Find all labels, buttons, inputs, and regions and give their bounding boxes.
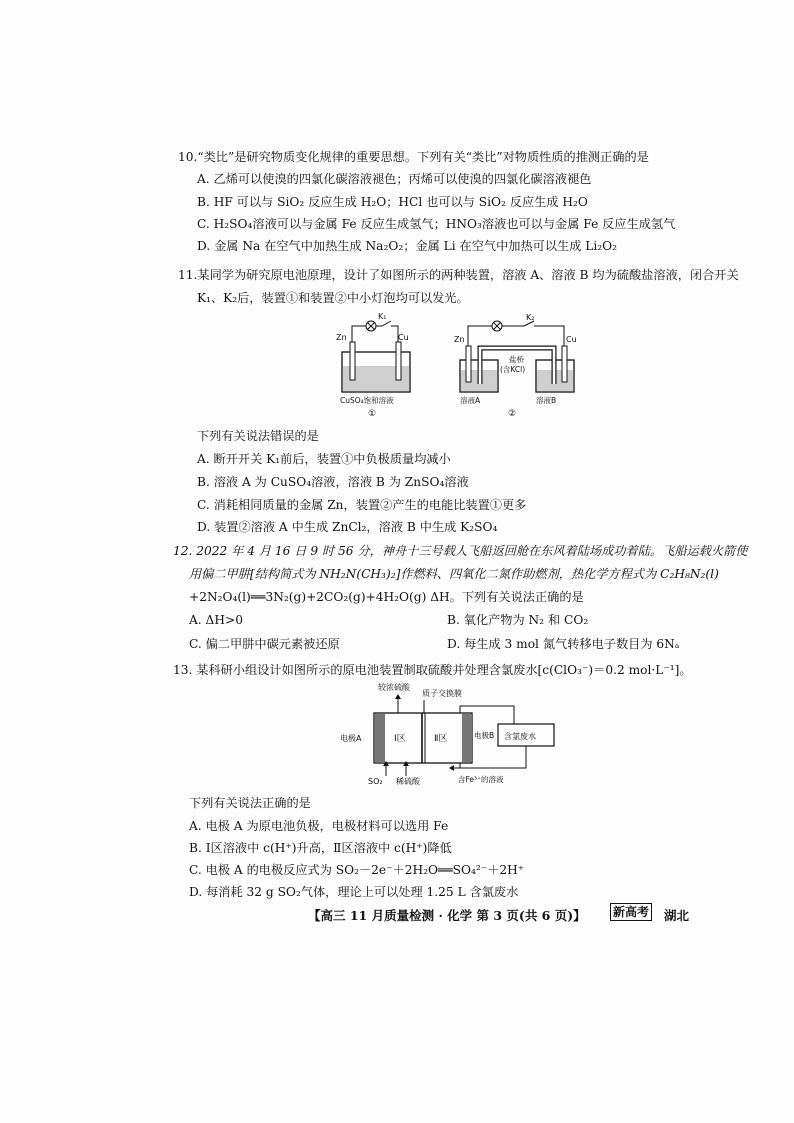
waste-water-label: 含氯废水 [504, 732, 536, 741]
zn-label-2: Zn [454, 335, 465, 344]
electrode-a-label: 电极A [340, 734, 362, 743]
electrolytic-cell [374, 713, 472, 763]
q12-line1: 12. 2022 年 4 月 16 日 9 时 56 分，神舟十三号载人飞船返回舱在东风着陆场成功着陆。飞船运载火箭使 [173, 544, 748, 558]
fe-solution-label: 含Fe³⁺的溶液 [458, 775, 504, 784]
electrode-b [462, 714, 472, 762]
q12-option-d: D. 每生成 3 mol 氮气转移电子数目为 6Nₐ [447, 637, 680, 651]
device-2-number: ② [508, 409, 517, 419]
q11-option-d: D. 装置②溶液 A 中生成 ZnCl₂，溶液 B 中生成 K₂SO₄ [197, 520, 498, 534]
q12-line3: +2N₂O₄(l)══3N₂(g)+2CO₂(g)+4H₂O(g) ΔH。下列有关说法正确的是 [189, 590, 584, 604]
q13-option-d: D. 每消耗 32 g SO₂气体，理论上可以处理 1.25 L 含氯废水 [189, 885, 519, 899]
zone-2-label: Ⅱ区 [434, 734, 448, 744]
region-label: 湖北 [664, 908, 690, 923]
q11-stem-line2: K₁、K₂后，装置①和装置②中小灯泡均可以发光。 [197, 291, 469, 305]
cu-label-1: Cu [398, 333, 409, 342]
q10-option-a: A. 乙烯可以使溴的四氯化碳溶液褪色；丙烯可以使溴的四氯化碳溶液褪色 [197, 172, 592, 186]
q11-figure [328, 312, 588, 422]
cuso4-label: CuSO₄饱和溶液 [340, 396, 394, 405]
q12-option-b: B. 氧化产物为 N₂ 和 CO₂ [447, 613, 589, 627]
outlet-arrow-icon [395, 694, 401, 699]
switch-k1-icon [382, 321, 391, 326]
q10-option-b: B. HF 可以与 SiO₂ 反应生成 H₂O；HCl 也可以与 SiO₂ 反应生成 H₂O [197, 195, 588, 209]
wire-1c [391, 326, 398, 342]
q11-option-c: C. 消耗相同质量的金属 Zn，装置②产生的电能比装置①更多 [197, 498, 527, 512]
q11-option-a: A. 断开开关 K₁前后，装置①中负极质量均减小 [197, 452, 451, 466]
wire-2a [468, 326, 492, 346]
q10-stem: 10.“类比”是研究物质变化规律的重要思想。下列有关“类比”对物质性质的推测正确的是 [178, 150, 649, 164]
zn-electrode-2 [466, 346, 471, 382]
electrode-a [375, 714, 385, 762]
q12-line2: 用偏二甲肼[结构简式为 NH₂N(CH₃)₂]作燃料、四氧化二氮作助燃剂，热化学方程式为 C₂H₈N₂(l) [189, 567, 719, 581]
membrane-label: 质子交换膜 [422, 689, 462, 698]
fe-arrow-icon [449, 765, 454, 771]
cu-electrode-2 [562, 346, 567, 382]
solution-a-label: 溶液A [460, 396, 481, 405]
wire-2c [534, 326, 564, 346]
q10-option-d: D. 金属 Na 在空气中加热生成 Na₂O₂；金属 Li 在空气中加热可以生成 Li₂O₂ [197, 239, 618, 253]
zone-1-label: Ⅰ区 [394, 734, 406, 744]
q13-figure [338, 680, 564, 788]
exam-brand-stamp: 新高考 [610, 903, 652, 921]
so2-label: SO₂ [368, 777, 383, 786]
cu-electrode-1 [396, 342, 401, 380]
q13-option-b: B. Ⅰ区溶液中 c(H⁺)升高，Ⅱ区溶液中 c(H⁺)降低 [189, 841, 452, 855]
q11-prompt: 下列有关说法错误的是 [197, 429, 319, 443]
zn-electrode-1 [350, 342, 355, 380]
q11-option-b: B. 溶液 A 为 CuSO₄溶液，溶液 B 为 ZnSO₄溶液 [197, 475, 469, 489]
salt-bridge-kcl-label: (含KCl) [500, 365, 526, 374]
device-1-number: ① [368, 409, 377, 419]
q11-stem-line1: 11.某同学为研究原电池原理，设计了如图所示的两种装置，溶液 A、溶液 B 均为硫酸盐溶液，闭合开关 [178, 268, 739, 282]
q12-option-c: C. 偏二甲肼中碳元素被还原 [189, 637, 340, 651]
cu-label-2: Cu [566, 335, 577, 344]
q13-option-c: C. 电极 A 的电极反应式为 SO₂－2e⁻＋2H₂O══SO₄²⁻＋2H⁺ [189, 863, 525, 877]
salt-bridge-label: 盐桥 [509, 355, 524, 364]
page-footer: 【高三 11 月质量检测 · 化学 第 3 页(共 6 页)】 [308, 908, 586, 923]
k1-label: K₁ [378, 312, 387, 321]
q12-option-a: A. ΔH>0 [189, 613, 243, 627]
q13-prompt: 下列有关说法正确的是 [189, 796, 311, 810]
electrode-b-label: 电极B [474, 731, 495, 740]
zn-label-1: Zn [336, 333, 347, 342]
solution-b-label: 溶液B [536, 396, 557, 405]
q10-option-c: C. H₂SO₄溶液可以与金属 Fe 反应生成氢气；HNO₃溶液也可以与金属 Fe 反应生成氢气 [197, 217, 676, 231]
q13-stem: 13. 某科研小组设计如图所示的原电池装置制取硫酸并处理含氯废水[c(ClO₃⁻)＝0.2 mol·L⁻¹]。 [173, 663, 692, 677]
k2-label: K₂ [526, 313, 535, 322]
dilute-acid-label: 稀硫酸 [396, 777, 420, 786]
q13-option-a: A. 电极 A 为原电池负极，电极材料可以选用 Fe [189, 819, 449, 833]
wire-1a [352, 326, 366, 342]
conc-acid-label: 较浓硫酸 [378, 683, 410, 692]
